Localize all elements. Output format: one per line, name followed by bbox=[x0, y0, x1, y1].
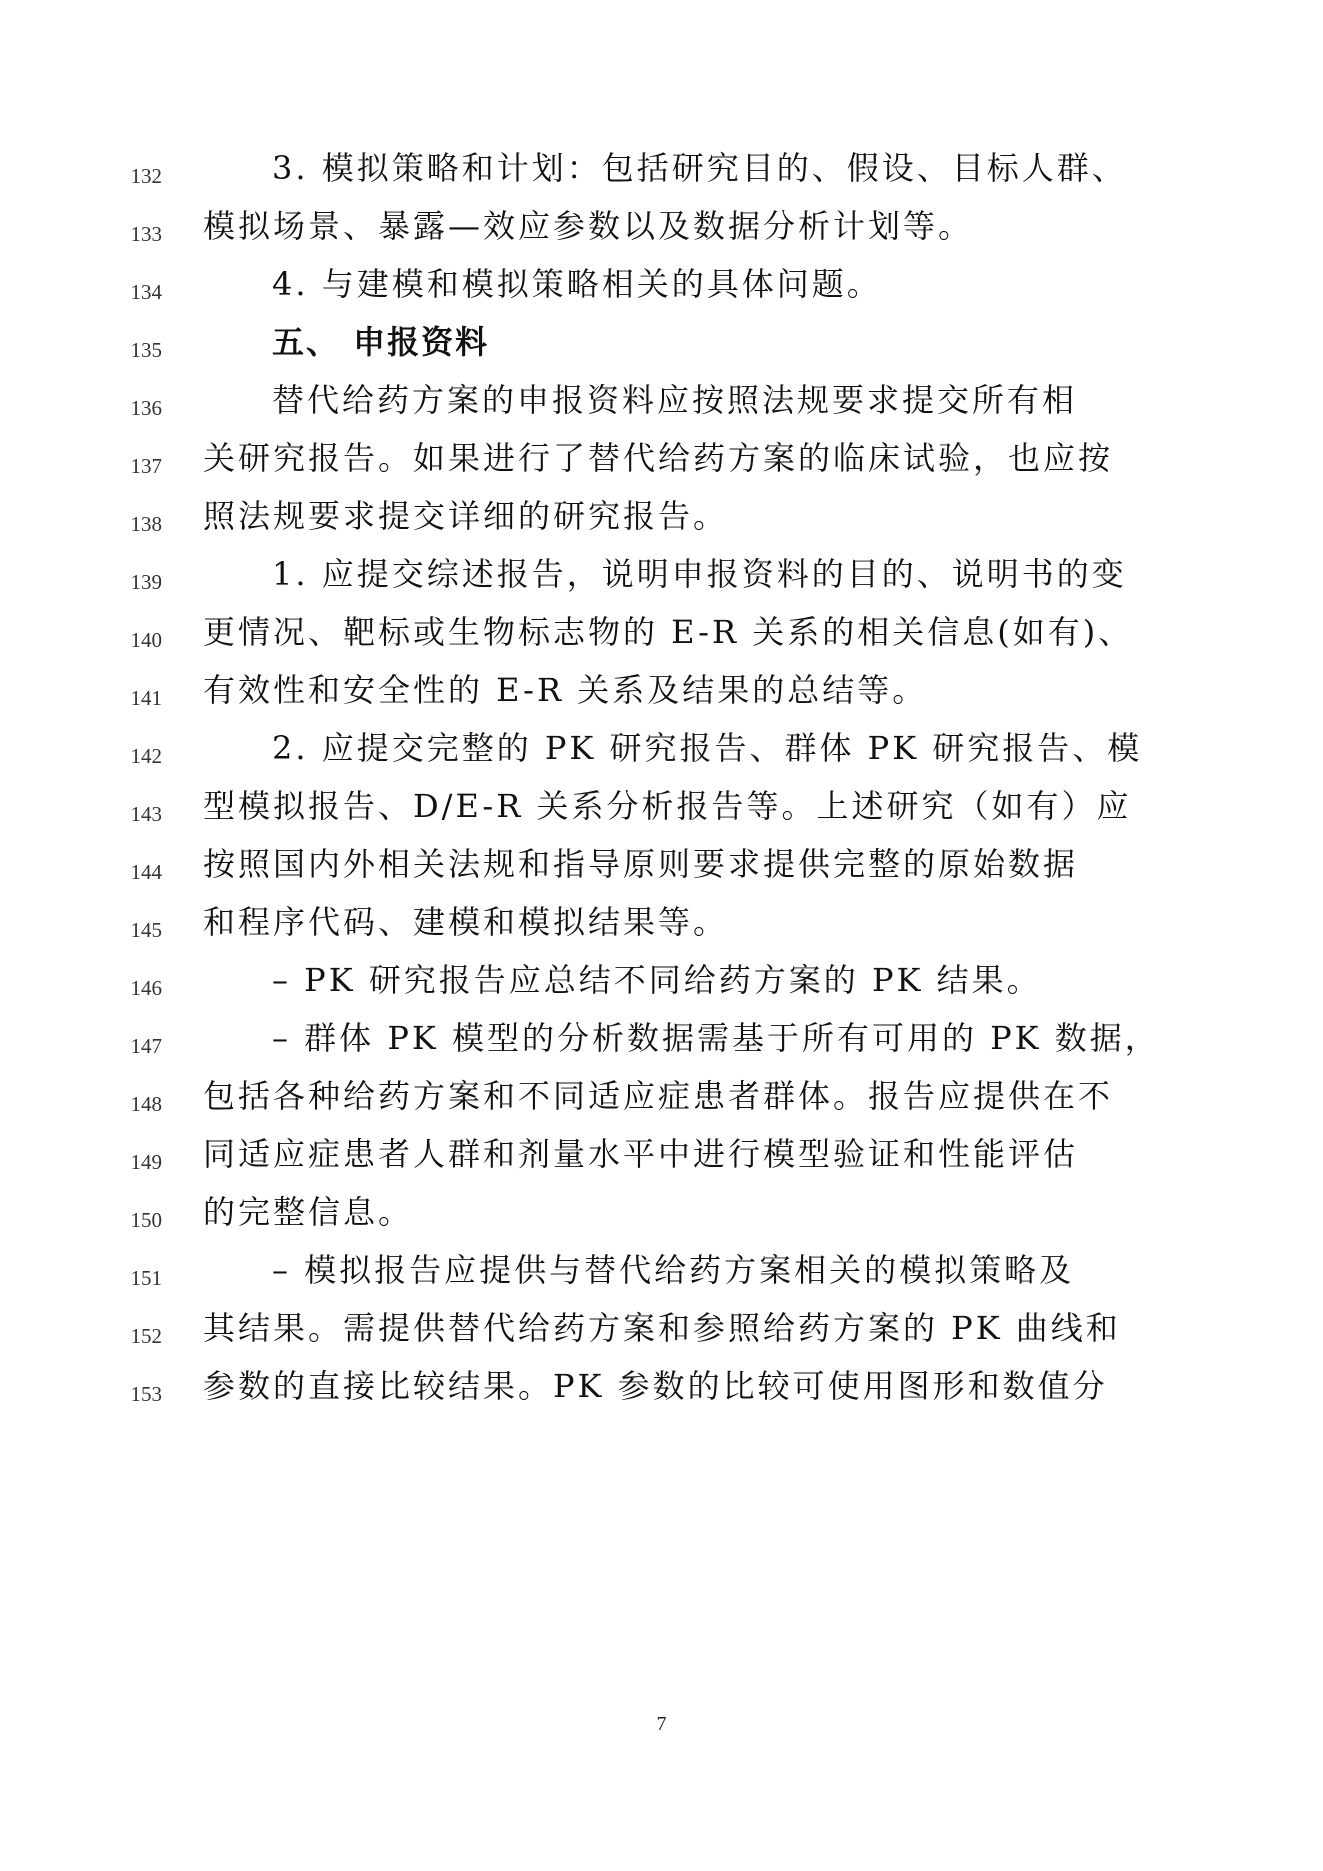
line-text: 型模拟报告、D/E-R 关系分析报告等。上述研究（如有）应 bbox=[203, 787, 1132, 825]
line-text: 和程序代码、建模和模拟结果等。 bbox=[203, 903, 729, 941]
page-number: 7 bbox=[656, 1713, 667, 1735]
line-text: 包括各种给药方案和不同适应症患者群体。报告应提供在不 bbox=[203, 1077, 1114, 1115]
line-number: 132 bbox=[130, 164, 162, 188]
line-number: 144 bbox=[130, 860, 162, 884]
line-text: – 群体 PK 模型的分析数据需基于所有可用的 PK 数据， bbox=[272, 1019, 1160, 1057]
line-number: 141 bbox=[130, 686, 162, 710]
line-number: 133 bbox=[130, 222, 162, 246]
text-line bbox=[0, 1358, 1323, 1428]
line-number: 140 bbox=[130, 628, 162, 652]
line-number: 139 bbox=[130, 570, 162, 594]
line-number: 152 bbox=[130, 1324, 162, 1348]
line-number: 150 bbox=[130, 1208, 162, 1232]
line-text: 参数的直接比较结果。PK 参数的比较可使用图形和数值分 bbox=[203, 1367, 1108, 1405]
line-text: 4. 与建模和模拟策略相关的具体问题。 bbox=[272, 265, 882, 303]
line-text: 1. 应提交综述报告，说明申报资料的目的、说明书的变 bbox=[272, 555, 1127, 593]
line-text: 其结果。需提供替代给药方案和参照给药方案的 PK 曲线和 bbox=[203, 1309, 1121, 1347]
line-text: 照法规要求提交详细的研究报告。 bbox=[203, 497, 729, 535]
line-text: 替代给药方案的申报资料应按照法规要求提交所有相 bbox=[272, 381, 1078, 419]
line-text: 同适应症患者人群和剂量水平中进行模型验证和性能评估 bbox=[203, 1135, 1079, 1173]
section-heading: 五、 申报资料 bbox=[272, 323, 490, 361]
line-number: 147 bbox=[130, 1034, 162, 1058]
line-text: 模拟场景、暴露—效应参数以及数据分析计划等。 bbox=[203, 207, 974, 245]
line-text: 有效性和安全性的 E-R 关系及结果的总结等。 bbox=[203, 671, 928, 709]
line-number: 142 bbox=[130, 744, 162, 768]
line-number: 134 bbox=[130, 280, 162, 304]
line-text: 关研究报告。如果进行了替代给药方案的临床试验，也应按 bbox=[203, 439, 1114, 477]
line-text: – 模拟报告应提供与替代给药方案相关的模拟策略及 bbox=[272, 1251, 1075, 1289]
line-text: 按照国内外相关法规和指导原则要求提供完整的原始数据 bbox=[203, 845, 1079, 883]
line-number: 137 bbox=[130, 454, 162, 478]
line-number: 151 bbox=[130, 1266, 162, 1290]
line-number: 143 bbox=[130, 802, 162, 826]
line-number: 135 bbox=[130, 338, 162, 362]
line-text: – PK 研究报告应总结不同给药方案的 PK 结果。 bbox=[272, 961, 1042, 999]
line-number: 138 bbox=[130, 512, 162, 536]
line-text: 更情况、靶标或生物标志物的 E-R 关系的相关信息(如有)、 bbox=[203, 613, 1134, 651]
line-text: 3. 模拟策略和计划：包括研究目的、假设、目标人群、 bbox=[272, 149, 1127, 187]
line-number: 153 bbox=[130, 1382, 162, 1406]
line-number: 146 bbox=[130, 976, 162, 1000]
line-text: 的完整信息。 bbox=[203, 1193, 414, 1231]
line-text: 2. 应提交完整的 PK 研究报告、群体 PK 研究报告、模 bbox=[272, 729, 1143, 767]
line-number: 148 bbox=[130, 1092, 162, 1116]
line-number: 149 bbox=[130, 1150, 162, 1174]
line-number: 136 bbox=[130, 396, 162, 420]
line-number: 145 bbox=[130, 918, 162, 942]
